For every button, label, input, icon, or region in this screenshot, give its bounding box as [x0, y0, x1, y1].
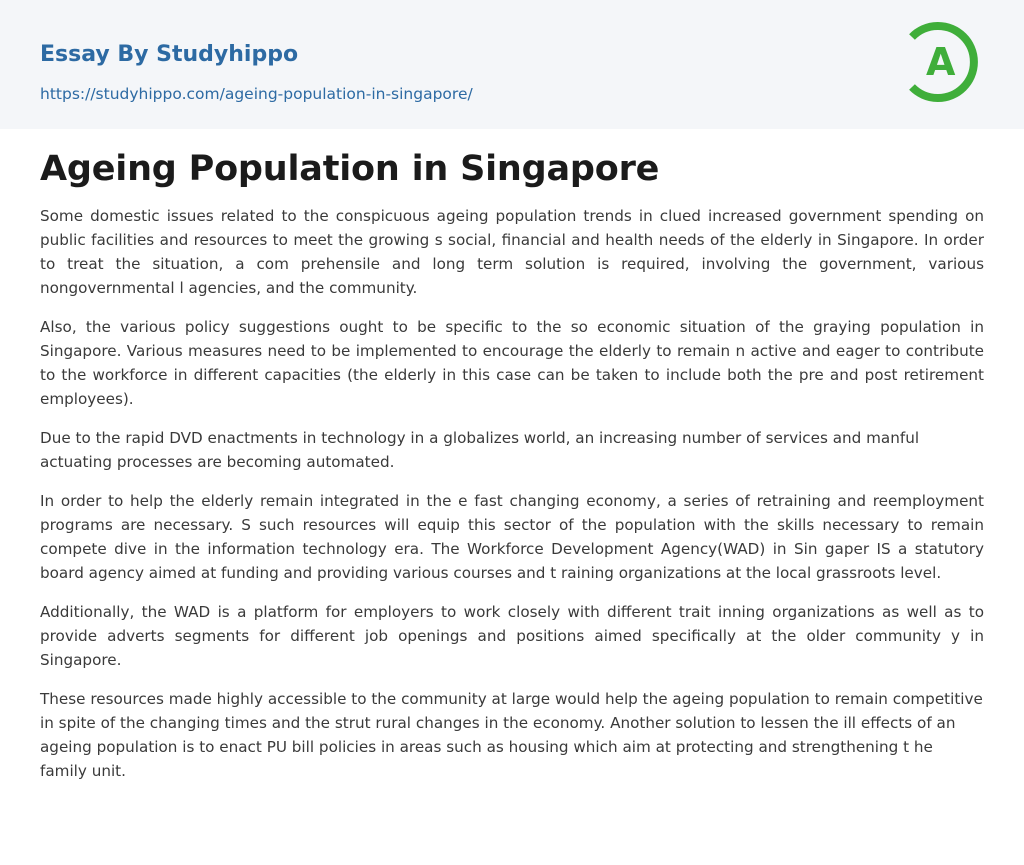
site-header — [0, 0, 1024, 129]
brand-title: Essay By Studyhippo — [40, 42, 299, 67]
essay-paragraph: Also, the various policy suggestions ought to be specific to the so economic situation of the graying population in Singapore. Various measures need to be implemented to encourage the elderly to remain n active and eager to contribute to the workforce in different capacities (the elderly in this case can be taken to include both the pre and post retirement employees). — [40, 318, 984, 408]
essay-paragraph: Additionally, the WAD is a platform for employers to work closely with different trait inning organizations as well as to provide adverts segments for different job openings and positions aimed specifically at the older community y in Singapore. — [40, 603, 984, 669]
studyhippo-logo-icon[interactable] — [900, 20, 984, 104]
source-url-link[interactable]: https://studyhippo.com/ageing-population-in-singapore/ — [40, 85, 473, 103]
essay-paragraph: These resources made highly accessible to the community at large would help the ageing population to remain competitive in spite of the changing times and the strut rural changes in the economy. Another solution to lessen the ill effects of an ageing population is to enact PU bill policies in areas such as housing which aim at protecting and strengthening t he family unit. — [40, 690, 983, 780]
essay-title: Ageing Population in Singapore — [40, 149, 660, 189]
essay-paragraph: In order to help the elderly remain integrated in the e fast changing economy, a series of retraining and reemployment programs are necessary. S such resources will equip this sector of the population with the skills necessary to remain compete dive in the information technology era. The Workforce Development Agency(WAD) in Sin gaper IS a statutory board agency aimed at funding and providing various courses and t raining organizations at the local grassroots level. — [40, 492, 984, 582]
essay-content — [0, 129, 1024, 783]
essay-paragraph: Some domestic issues related to the conspicuous ageing population trends in clued increased government spending on public facilities and resources to meet the growing s social, financial and health needs of the elderly in Singapore. In order to treat the situation, a com prehensile and long term solution is required, involving the government, various nongovernmental l agencies, and the community. — [40, 207, 984, 297]
essay-paragraph: Due to the rapid DVD enactments in technology in a globalizes world, an increasing number of services and manful actuating processes are becoming automated. — [40, 429, 920, 471]
logo-letter: A — [926, 40, 956, 84]
